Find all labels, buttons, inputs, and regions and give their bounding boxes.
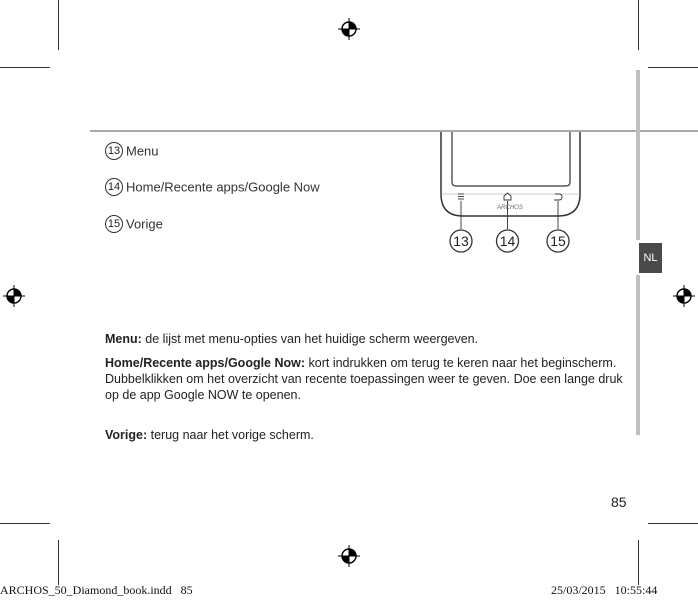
description-home — [105, 355, 625, 403]
crop-mark-top-left-vertical — [58, 0, 59, 50]
item-home — [105, 178, 320, 196]
back-key-icon — [554, 194, 562, 200]
crop-mark-bottom-right-horizontal — [648, 523, 698, 524]
description-text-vorige: terug naar het vorige scherm. — [147, 428, 314, 442]
description-term-menu: Menu: — [105, 332, 142, 346]
description-text-home: kort indrukken om terug te keren naar het beginscherm. Dubbelklikken om het overzicht van recente toepassingen weer te geven. Doe een lange druk op de app Google NOW te openen. — [105, 356, 623, 402]
item-label-home: Home/Recente apps/Google Now — [126, 179, 320, 195]
item-number-14: 14 — [105, 178, 123, 196]
callout-14: 14 — [499, 233, 516, 249]
description-vorige — [105, 427, 645, 443]
section-divider-line — [90, 130, 698, 132]
registration-mark-bottom-icon — [338, 545, 360, 567]
footer-filename: ARCHOS_50_Diamond_book.indd 85 — [0, 583, 193, 597]
crop-mark-bottom-left-horizontal — [0, 523, 50, 524]
crop-mark-bottom-left-vertical — [58, 540, 59, 585]
registration-mark-left-icon — [3, 285, 25, 307]
right-margin-bar-bottom — [636, 275, 640, 435]
phone-illustration — [438, 132, 583, 262]
crop-mark-top-right-horizontal — [648, 67, 698, 68]
description-menu — [105, 331, 645, 347]
page-number: 85 — [611, 494, 627, 510]
item-menu — [105, 142, 159, 160]
item-label-vorige: Vorige — [126, 216, 163, 232]
menu-key-icon — [458, 194, 464, 199]
crop-mark-bottom-right-vertical — [638, 540, 639, 585]
description-text-menu: de lijst met menu-opties van het huidige scherm weergeven. — [141, 332, 479, 346]
registration-mark-right-icon — [673, 285, 695, 307]
right-margin-bar-top — [636, 70, 640, 240]
footer-timestamp: 25/03/2015 10:55:44 — [551, 583, 658, 597]
crop-mark-top-right-vertical — [638, 0, 639, 50]
registration-mark-top-icon — [338, 18, 360, 40]
language-tab: NL — [639, 243, 662, 273]
item-number-13: 13 — [105, 142, 123, 160]
callout-15: 15 — [550, 233, 566, 249]
item-vorige — [105, 215, 163, 233]
item-number-15: 15 — [105, 215, 123, 233]
description-term-vorige: Vorige: — [105, 428, 148, 442]
callout-13: 13 — [453, 233, 469, 249]
item-label-menu: Menu — [126, 143, 159, 159]
description-term-home: Home/Recente apps/Google Now: — [105, 356, 306, 370]
device-brand-label: ARCHOS — [497, 205, 523, 211]
crop-mark-top-left-horizontal — [0, 67, 50, 68]
